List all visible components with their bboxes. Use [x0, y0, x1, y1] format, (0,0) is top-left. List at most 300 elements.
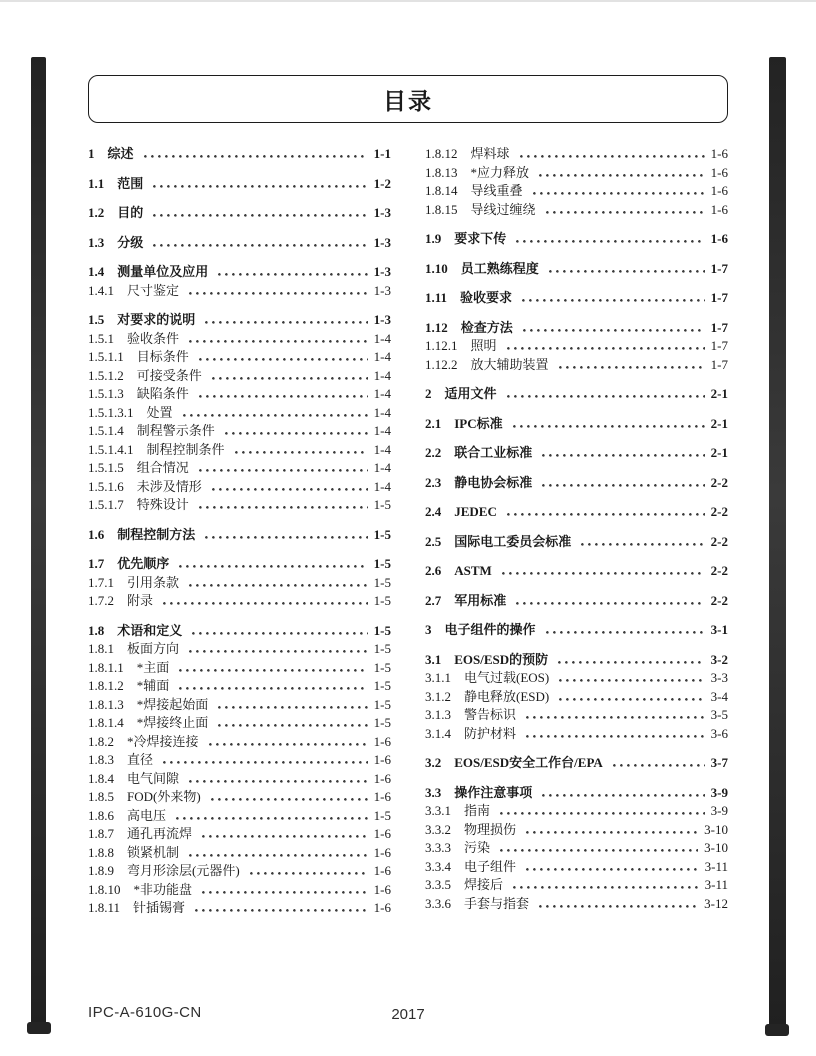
toc-entry [425, 858, 728, 877]
toc-entry-number: 1.4 [88, 264, 105, 279]
footer-year: 2017 [391, 1006, 425, 1023]
toc-entry-number: 1.7 [88, 556, 105, 571]
dot-leader [559, 679, 704, 682]
dot-leader [212, 377, 368, 380]
toc-entry [88, 348, 391, 367]
toc-entry [88, 175, 391, 194]
dot-leader [189, 584, 368, 587]
toc-entry-title: *辅面 [136, 678, 170, 693]
toc-entry [88, 899, 391, 918]
toc-entry-number: 1.5.1.3 [88, 386, 124, 401]
toc-entry-page: 1-1 [373, 146, 391, 161]
toc-entry-title: 制程警示条件 [136, 423, 215, 438]
toc-entry-page: 1-6 [373, 826, 391, 841]
toc-entry-title: EOS/ESD安全工作台/EPA [454, 755, 603, 770]
dot-leader [549, 270, 705, 273]
dot-leader [189, 854, 368, 857]
toc-entry-title: *非功能盘 [133, 881, 193, 897]
dot-leader [199, 506, 368, 509]
toc-entry-page: 1-4 [373, 423, 391, 438]
toc-entry-title: 范围 [117, 175, 144, 191]
toc-entry-number: 1.8.10 [88, 881, 121, 897]
dot-leader [199, 358, 368, 361]
dot-leader [539, 905, 698, 908]
dot-leader [189, 292, 368, 295]
toc-entry-number: 1.8.9 [88, 863, 114, 878]
toc-entry [425, 562, 728, 581]
toc-columns [88, 145, 728, 918]
toc-entry [88, 263, 391, 282]
toc-entry-page: 1-5 [373, 715, 391, 730]
toc-entry-title: 照明 [470, 338, 497, 353]
toc-entry-page: 1-4 [373, 367, 391, 383]
dot-leader [199, 469, 368, 472]
toc-entry-page: 1-6 [373, 770, 391, 786]
scan-edge-left-bar [31, 57, 46, 1029]
dot-leader [526, 716, 705, 719]
toc-entry-title: 指南 [464, 803, 491, 818]
toc-entry [88, 807, 391, 826]
toc-entry [88, 622, 391, 641]
toc-entry [88, 770, 391, 789]
toc-entry-title: 物理损伤 [464, 821, 517, 837]
toc-entry [88, 714, 391, 733]
toc-entry-number: 1.8.1.1 [88, 659, 124, 675]
toc-entry [88, 385, 391, 404]
toc-entry-title: 验收条件 [127, 330, 180, 346]
toc-entry [425, 230, 728, 249]
toc-entry-page: 3-6 [710, 725, 728, 741]
toc-entry [88, 459, 391, 478]
toc-entry [88, 640, 391, 659]
dot-leader [546, 211, 705, 214]
toc-entry-page: 3-9 [710, 803, 728, 818]
toc-entry-page: 1-6 [710, 201, 728, 217]
toc-entry-number: 2.4 [425, 504, 442, 519]
toc-entry-number: 3.3.3 [425, 840, 451, 855]
toc-entry-title: 防护材料 [464, 725, 517, 741]
toc-entry [425, 533, 728, 552]
page-footer [88, 1004, 728, 1026]
toc-entry [88, 234, 391, 253]
toc-entry-title: 高电压 [127, 807, 167, 823]
toc-entry-page: 2-2 [710, 504, 728, 519]
toc-entry-page: 2-2 [710, 533, 728, 549]
toc-entry [88, 677, 391, 696]
toc-entry-title: 放大辅助装置 [470, 356, 549, 372]
toc-entry-number: 1.8.4 [88, 770, 114, 786]
toc-entry-title: 电气间隙 [127, 770, 180, 786]
toc-entry-page: 1-3 [373, 234, 391, 250]
toc-entry-page: 3-9 [710, 784, 728, 800]
toc-entry [425, 688, 728, 707]
toc-entry-page: 1-3 [373, 205, 391, 220]
toc-entry-number: 2.7 [425, 592, 442, 608]
toc-entry [425, 669, 728, 688]
toc-entry-title: 特殊设计 [136, 497, 189, 512]
toc-entry [88, 311, 391, 330]
toc-entry-number: 1.8.11 [88, 900, 121, 915]
dot-leader [559, 366, 705, 369]
dot-leader [205, 536, 367, 539]
toc-entry-number: 1.2 [88, 205, 105, 220]
toc-entry [425, 592, 728, 611]
toc-entry-page: 1-7 [710, 356, 728, 372]
toc-entry-title: 针插锡膏 [133, 900, 186, 915]
dot-leader [225, 432, 368, 435]
toc-entry-page: 1-7 [710, 338, 728, 353]
toc-entry-title: 焊接后 [464, 877, 504, 892]
toc-entry-title: 测量单位及应用 [117, 264, 209, 279]
toc-entry-page: 1-4 [373, 478, 391, 494]
toc-entry [425, 356, 728, 375]
toc-entry-title: *焊接终止面 [136, 715, 209, 730]
toc-entry-number: 2.1 [425, 415, 442, 431]
toc-entry-page: 3-1 [710, 622, 728, 637]
toc-entry-number: 2.2 [425, 445, 442, 460]
toc-entry-page: 3-7 [710, 755, 728, 770]
dot-leader [202, 835, 368, 838]
dot-leader [153, 185, 367, 188]
toc-entry-page: 1-5 [373, 678, 391, 693]
toc-entry-page: 1-4 [373, 441, 391, 457]
toc-entry-title: FOD(外来物) [127, 789, 201, 804]
toc-entry-number: 2 [425, 386, 432, 401]
toc-column-left [88, 145, 391, 918]
toc-entry [425, 444, 728, 463]
dot-leader [218, 273, 367, 276]
toc-entry-page: 1-5 [373, 622, 391, 638]
toc-entry-number: 1.7.2 [88, 593, 114, 608]
dot-leader [163, 761, 368, 764]
toc-entry-page: 1-6 [373, 733, 391, 749]
toc-entry-number: 2.5 [425, 533, 442, 549]
toc-entry-number: 1.6 [88, 526, 105, 542]
toc-entry [425, 754, 728, 773]
toc-entry-page: 1-6 [710, 183, 728, 198]
toc-entry [425, 337, 728, 356]
toc-entry-page: 3-10 [704, 840, 728, 855]
toc-entry-page: 1-6 [373, 900, 391, 915]
toc-entry [425, 319, 728, 338]
dot-leader [212, 488, 368, 491]
toc-entry-page: 1-6 [373, 789, 391, 804]
toc-entry-title: 联合工业标准 [454, 445, 533, 460]
dot-leader [179, 669, 367, 672]
toc-entry [88, 367, 391, 386]
toc-entry-title: 适用文件 [444, 386, 497, 401]
toc-entry-title: 处置 [146, 404, 173, 420]
toc-entry-page: 1-3 [373, 264, 391, 279]
toc-entry [425, 474, 728, 493]
toc-entry-page: 3-4 [710, 688, 728, 704]
toc-entry-title: 目的 [117, 205, 144, 220]
toc-entry-number: 1.8.7 [88, 826, 114, 841]
dot-leader [250, 872, 368, 875]
dot-leader [500, 849, 698, 852]
toc-entry-title: 制程控制条件 [146, 441, 225, 457]
toc-entry-number: 1.8.1.4 [88, 715, 124, 730]
toc-column-right [425, 145, 728, 918]
toc-entry [88, 204, 391, 223]
toc-entry-title: IPC标准 [454, 415, 503, 431]
toc-entry-page: 2-1 [710, 415, 728, 431]
toc-entry [88, 422, 391, 441]
toc-entry-page: 1-6 [373, 844, 391, 860]
dot-leader [183, 414, 368, 417]
dot-leader [153, 244, 367, 247]
toc-entry [88, 282, 391, 301]
toc-entry-number: 1.8.3 [88, 752, 114, 767]
toc-entry-title: EOS/ESD的预防 [454, 651, 549, 667]
toc-entry-number: 3.1.4 [425, 725, 451, 741]
toc-title-box [88, 75, 728, 123]
toc-entry-number: 1.12.1 [425, 338, 458, 353]
toc-entry-number: 1.12 [425, 319, 448, 335]
toc-entry [88, 574, 391, 593]
toc-page-content [88, 75, 728, 918]
toc-entry [88, 145, 391, 164]
dot-leader [522, 299, 705, 302]
toc-entry-number: 1.5.1.1 [88, 349, 124, 364]
toc-entry [88, 881, 391, 900]
toc-entry-number: 1.5.1.6 [88, 478, 124, 494]
toc-entry-title: 目标条件 [136, 349, 189, 364]
toc-entry-page: 1-5 [373, 641, 391, 656]
toc-entry [88, 696, 391, 715]
toc-entry-number: 1.8 [88, 622, 105, 638]
toc-entry-number: 1.4.1 [88, 282, 114, 298]
toc-entry [88, 788, 391, 807]
dot-leader [179, 687, 367, 690]
toc-entry-number: 1.8.13 [425, 164, 458, 180]
dot-leader [176, 817, 368, 820]
toc-entry-title: 附录 [127, 593, 154, 608]
toc-entry-title: 静电释放(ESD) [464, 688, 550, 704]
toc-entry-title: 制程控制方法 [117, 526, 196, 542]
toc-entry-page: 1-4 [373, 404, 391, 420]
toc-entry-title: 引用条款 [127, 574, 180, 590]
toc-entry [425, 385, 728, 404]
dot-leader [189, 340, 368, 343]
dot-leader [195, 909, 368, 912]
toc-entry-number: 1.8.2 [88, 733, 114, 749]
toc-entry-number: 1.8.12 [425, 146, 458, 161]
toc-entry-number: 3.1 [425, 651, 442, 667]
toc-entry-page: 2-1 [710, 386, 728, 401]
toc-entry [88, 592, 391, 611]
toc-entry-title: 锁紧机制 [127, 844, 180, 860]
toc-entry-number: 3.3.4 [425, 858, 451, 874]
toc-entry-number: 1.3 [88, 234, 105, 250]
toc-entry [425, 164, 728, 183]
toc-entry [425, 201, 728, 220]
toc-entry [88, 862, 391, 881]
toc-entry-title: 术语和定义 [117, 622, 183, 638]
toc-entry-title: 板面方向 [127, 641, 180, 656]
dot-leader [205, 321, 367, 324]
toc-entry-title: 电气过载(EOS) [464, 670, 550, 685]
toc-entry-title: 检查方法 [460, 319, 513, 335]
dot-leader [507, 395, 705, 398]
dot-leader [542, 794, 704, 797]
toc-entry-title: *应力释放 [470, 164, 530, 180]
toc-entry-number: 3.2 [425, 755, 442, 770]
toc-entry-title: 污染 [464, 840, 491, 855]
toc-entry-title: 通孔再流焊 [127, 826, 193, 841]
toc-entry-page: 1-7 [710, 260, 728, 276]
toc-entry-title: *主面 [136, 659, 170, 675]
toc-entry-page: 1-5 [373, 574, 391, 590]
toc-entry-number: 2.3 [425, 474, 442, 490]
toc-entry-title: 焊料球 [470, 146, 510, 161]
toc-entry-title: 员工熟练程度 [460, 260, 539, 276]
dot-leader [558, 661, 704, 664]
toc-entry-number: 2.6 [425, 563, 442, 578]
toc-entry-page: 1-5 [373, 526, 391, 542]
toc-entry-number: 1.5.1.5 [88, 460, 124, 475]
toc-entry-page: 3-2 [710, 651, 728, 667]
dot-leader [581, 543, 704, 546]
toc-entry-title: 对要求的说明 [117, 312, 196, 327]
toc-entry-number: 1.5.1.3.1 [88, 404, 134, 420]
toc-entry-page: 1-4 [373, 330, 391, 346]
toc-entry [425, 260, 728, 279]
toc-entry-number: 3.3 [425, 784, 442, 800]
dot-leader [163, 602, 368, 605]
toc-entry-page: 3-12 [704, 895, 728, 911]
toc-entry-page: 3-11 [704, 877, 728, 892]
dot-leader [189, 780, 368, 783]
dot-leader [513, 886, 699, 889]
toc-entry-number: 1.8.6 [88, 807, 114, 823]
toc-entry-number: 1.8.1.2 [88, 678, 124, 693]
toc-entry [425, 802, 728, 821]
toc-entry-number: 1.8.15 [425, 201, 458, 217]
toc-entry-title: 弯月形涂层(元器件) [127, 863, 240, 878]
toc-entry-number: 1.5.1.4 [88, 423, 124, 438]
toc-entry [88, 825, 391, 844]
toc-entry-number: 1.5 [88, 312, 105, 327]
toc-entry-number: 3.3.5 [425, 877, 451, 892]
toc-entry [425, 415, 728, 434]
toc-entry [425, 876, 728, 895]
dot-leader [546, 631, 705, 634]
dot-leader [513, 425, 705, 428]
toc-entry [425, 895, 728, 914]
toc-entry-title: 尺寸鉴定 [127, 282, 180, 298]
toc-entry-page: 2-1 [710, 445, 728, 460]
toc-entry-page: 1-4 [373, 349, 391, 364]
scan-edge-top [0, 0, 816, 2]
toc-entry-number: 1.5.1.7 [88, 497, 124, 512]
dot-leader [533, 192, 705, 195]
dot-leader [153, 214, 367, 217]
toc-entry [88, 844, 391, 863]
toc-entry-number: 1.11 [425, 290, 448, 305]
dot-leader [189, 650, 368, 653]
dot-leader [516, 602, 704, 605]
toc-entry-page: 3-3 [710, 670, 728, 685]
toc-entry-page: 1-5 [373, 807, 391, 823]
dot-leader [179, 565, 367, 568]
dot-leader [559, 698, 704, 701]
toc-entry-number: 3.1.3 [425, 707, 451, 722]
toc-entry-title: *冷焊接连接 [127, 733, 199, 749]
toc-entry-title: 要求下传 [454, 231, 507, 246]
toc-entry-number: 1.8.1 [88, 641, 114, 656]
toc-entry-number: 3.3.1 [425, 803, 451, 818]
toc-entry [425, 725, 728, 744]
toc-entry-number: 1.10 [425, 260, 448, 276]
toc-entry-page: 1-2 [373, 175, 391, 191]
toc-entry-title: 综述 [107, 146, 134, 161]
dot-leader [211, 798, 368, 801]
toc-entry-number: 1.12.2 [425, 356, 458, 372]
toc-entry [425, 621, 728, 640]
dot-leader [613, 764, 705, 767]
toc-entry-number: 1.8.5 [88, 789, 114, 804]
toc-entry-title: 直径 [127, 752, 154, 767]
dot-leader [192, 632, 367, 635]
toc-entry-page: 3-10 [704, 821, 728, 837]
toc-entry-page: 1-6 [710, 231, 728, 246]
footer-doc-id: IPC-A-610G-CN [88, 1004, 202, 1021]
toc-entry-number: 3 [425, 622, 432, 637]
toc-entry [425, 503, 728, 522]
toc-entry-number: 1.7.1 [88, 574, 114, 590]
dot-leader [516, 240, 704, 243]
toc-entry-title: *焊接起始面 [136, 696, 209, 712]
toc-entry [425, 706, 728, 725]
toc-entry-title: 导线过缠绕 [470, 201, 536, 217]
toc-entry-title: 军用标准 [454, 592, 507, 608]
toc-entry-title: 缺陷条件 [136, 386, 189, 401]
toc-entry [88, 526, 391, 545]
toc-entry-title: 电子组件 [464, 858, 517, 874]
toc-entry-page: 2-2 [710, 474, 728, 490]
toc-entry-title: 分级 [117, 234, 144, 250]
toc-entry-title: 可接受条件 [136, 367, 202, 383]
toc-entry-page: 1-7 [710, 319, 728, 335]
toc-entry [425, 182, 728, 201]
toc-entry-number: 3.1.2 [425, 688, 451, 704]
toc-entry [425, 145, 728, 164]
toc-entry [88, 441, 391, 460]
toc-entry-number: 1.8.1.3 [88, 696, 124, 712]
toc-entry-title: 导线重叠 [470, 183, 523, 198]
toc-entry-title: 静电协会标准 [454, 474, 533, 490]
toc-entry-number: 1.1 [88, 175, 105, 191]
toc-entry-page: 1-3 [373, 282, 391, 298]
toc-entry [425, 651, 728, 670]
dot-leader [526, 868, 699, 871]
toc-entry-title: 组合情况 [136, 460, 189, 475]
toc-entry [88, 751, 391, 770]
toc-entry-page: 1-6 [373, 752, 391, 767]
dot-leader [218, 724, 367, 727]
toc-entry [88, 733, 391, 752]
dot-leader [202, 891, 368, 894]
toc-entry [88, 659, 391, 678]
dot-leader [539, 174, 705, 177]
toc-entry-number: 1.8.14 [425, 183, 458, 198]
toc-entry-page: 2-2 [710, 592, 728, 608]
toc-entry-number: 1.5.1 [88, 330, 114, 346]
toc-entry-page: 1-5 [373, 593, 391, 608]
dot-leader [542, 454, 704, 457]
toc-entry-page: 1-5 [373, 659, 391, 675]
